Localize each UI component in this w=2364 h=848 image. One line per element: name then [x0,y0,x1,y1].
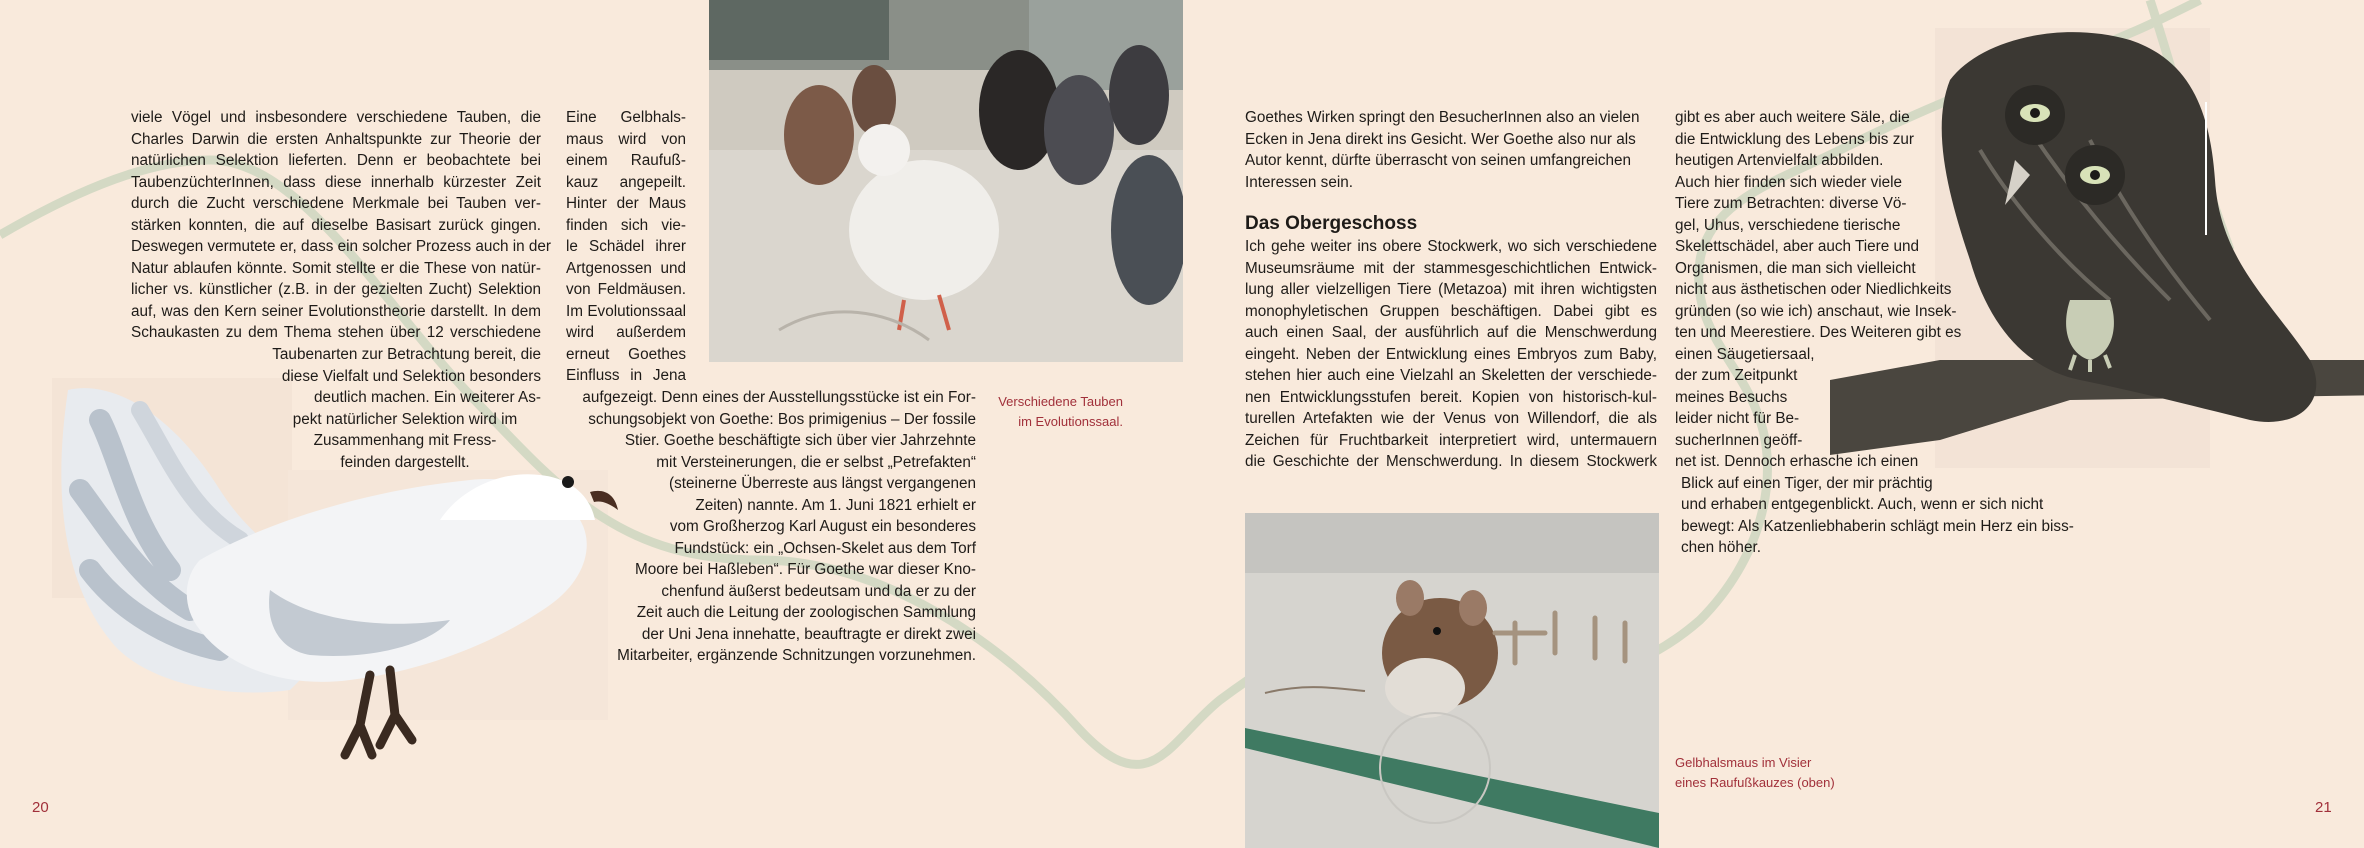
right-col2-text [1675,107,1975,473]
right-col2-bottom-text [1681,473,2074,559]
text-line: kauz angepeilt. [566,173,686,191]
text-line: stehen hier auch eine Vielzahl an Skeletten der verschiede- [1245,367,1657,384]
right-col1-intro-text [1245,107,1660,193]
text-line: der zum Zeitpunkt [1675,367,1798,384]
text-line: Museumsräume mit der stammesgeschichtlichen Entwick- [1245,259,1657,277]
text-line: Mitarbeiter, ergänzende Schnitzungen vorzunehmen. [617,647,976,664]
pigeons-photo [709,0,1183,362]
text-line: Stier. Goethe beschäftigte sich über vier Jahrzehnte [624,432,976,449]
text-line: sucherInnen geöff- [1675,431,1803,449]
text-line: chen höher. [1681,539,1761,556]
left-col1-tail-center-text [280,409,530,474]
text-line: lung aller vielzelligen Tiere (Metazoa) mit ihren wichtigsten [1245,281,1657,298]
text-line: einem Raufuß- [566,152,686,169]
text-line: vom Großherzog Karl August ein besonderes [669,518,976,535]
text-line: Blick auf einen Tiger, der mir prächtig [1681,474,1933,492]
text-line: bewegt: Als Katzenliebhaberin schlägt mein Herz ein biss- [1681,517,2074,535]
text-line: Taubenarten zur Betrachtung bereit, die [272,346,541,363]
text-line: TaubenzüchterInnen, dass diese innerhalb kürzester Zeit [131,173,541,191]
caption-line: Verschiedene Tauben [998,394,1123,409]
text-line: Ecken in Jena direkt ins Gesicht. Wer Goethe also nur als [1245,130,1636,148]
text-line: maus wird von [566,130,686,148]
caption-line: eines Raufußkauzes (oben) [1675,775,1835,790]
text-line: stärken konnten, die auf dieselbe Basisart zurück gingen. [131,216,541,234]
text-line: durch die Zucht verschiedene Merkmale bei Tauben ver- [131,195,541,212]
text-line: nicht aus ästhetischen oder Niedlichkeits [1675,281,1952,298]
text-line: pekt natürlicher Selektion wird im [292,410,518,428]
text-line: Moore bei Haßleben“. Für Goethe war dieser Kno- [635,561,976,578]
text-line: die Entwicklung des Lebens bis zur [1675,130,1914,148]
text-line: le Schädel ihrer [566,238,686,255]
left-col2-text [566,107,686,387]
text-line: gel, Uhus, verschiedene tierische [1675,216,1901,234]
text-line: Goethes Wirken springt den BesucherInnen also an vielen [1245,109,1640,126]
text-line: Autor kennt, dürfte überrascht von seinen umfangreichen [1245,152,1632,169]
pigeons-caption [960,392,1123,432]
text-line: (steinerne Überreste aus längst vergangenen [669,475,976,492]
text-line: Charles Darwin die ersten Anhaltspunkte zur Theorie der [131,130,541,148]
text-line: Einfluss in Jena [566,367,686,384]
text-line: die Geschichte der Menschwerdung. In diesem Stockwerk [1245,453,1657,470]
text-line: auch einen Saal, der ausführlich auf die Menschwerdung [1245,324,1657,341]
text-line: Organismen, die man sich vielleicht [1675,259,1916,277]
text-line: feinden dargestellt. [340,453,470,471]
text-line: meines Besuchs [1675,388,1788,406]
text-line: Auch hier finden sich wieder viele [1675,173,1903,191]
caption-line: im Evolutionssaal. [1018,414,1123,429]
text-line: turellen Artefakten wie der Venus von Willendorf, die als [1245,410,1657,427]
text-line: heutigen Artenvielfalt abbilden. [1675,152,1884,169]
text-line: der Uni Jena innehatte, beauftragte er direkt zwei [641,625,976,643]
text-line: Eine Gelbhals- [566,109,686,126]
text-line: wird außerdem [566,324,686,341]
text-line: aufgezeigt. Denn eines der Ausstellungsstücke ist ein For- [582,389,976,406]
text-line: net ist. Dennoch erhasche ich einen [1675,453,1919,470]
text-line: Im Evolutionssaal [566,302,686,320]
mouse-photo [1245,513,1659,848]
text-line: und erhaben entgegenblickt. Auch, wenn er sich nicht [1681,496,2044,513]
text-line: finden sich vie- [566,216,686,234]
text-line: von Feldmäusen. [566,281,686,298]
page-number-left: 20 [32,799,49,816]
text-line: licher vs. künstlicher (z.B. in der gezielten Zucht) Selektion [131,281,541,298]
text-line: Schaukasten zu dem Thema stehen über 12 verschiedene [131,324,541,341]
text-line: gründen (so wie ich) anschaut, wie Insek- [1675,302,1957,320]
text-line: natürlichen Selektion lieferten. Denn er beobachtete bei [131,152,541,169]
text-line: Hinter der Maus [566,195,686,212]
text-line: leider nicht für Be- [1675,410,1800,427]
text-line: nen Entwicklungsstufen bereit. Kopien von historisch-kul- [1245,388,1657,406]
left-col1-text [131,107,552,344]
text-line: mit Versteinerungen, die er selbst „Petrefakten“ [656,453,976,471]
caption-line: Gelbhalsmaus im Visier [1675,755,1812,770]
text-line: erneut Goethes [566,345,686,363]
text-line: gibt es aber auch weitere Säle, die [1675,109,1910,126]
section-heading: Das Obergeschoss [1245,213,1418,234]
page-number-right: 21 [2315,799,2332,816]
text-line: Zeit auch die Leitung der zoologischen Sammlung [636,604,976,621]
text-line: Ich gehe weiter ins obere Stockwerk, wo sich verschiedene [1245,238,1657,255]
text-line: Interessen sein. [1245,173,1353,191]
text-line: einen Säugetiersaal, [1675,345,1815,363]
text-line: Artgenossen und [566,259,686,277]
text-line: eingeht. Neben der Entwicklung eines Embryos zum Baby, [1245,345,1657,363]
text-line: Zeichen für Fruchtbarkeit interpretiert wird, untermauern [1245,431,1657,449]
text-line: Skelettschädel, aber auch Tiere und [1675,238,1920,255]
text-line: viele Vögel und insbesondere verschiedene Tauben, die [131,109,541,126]
mouse-caption [1675,753,1835,793]
text-line: deutlich machen. Ein weiterer As- [313,389,541,406]
text-line: auf, was den Kern seiner Evolutionstheorie darstellt. In dem [131,302,541,320]
text-line: ten und Meerestiere. Des Weiteren gibt es [1675,324,1962,341]
text-line: Tiere zum Betrachten: diverse Vö- [1675,195,1907,212]
right-col1-body-text [1245,236,1657,473]
text-line: Deswegen vermutete er, dass ein solcher Prozess auch in der [131,238,552,255]
left-col2-bottom-text [560,387,976,667]
text-line: diese Vielfalt und Selektion besonders [281,367,541,385]
text-line: Zusammenhang mit Fress- [313,432,497,449]
text-line: Natur ablaufen könnte. Somit stellte er die These von natür- [131,259,541,277]
text-line: Fundstück: ein „Ochsen-Skelet aus dem Torf [674,539,976,557]
left-col1-tail-text [232,344,541,409]
text-line: Zeiten) nannte. Am 1. Juni 1821 erhielt er [695,496,976,514]
text-line: chenfund äußerst bedeutsam und da er zu der [661,582,976,600]
text-line: schungsobjekt von Goethe: Bos primigenius – Der fossile [588,410,976,428]
text-line: monophyletischen Gruppen beschäftigen. Dabei gibt es [1245,302,1657,320]
